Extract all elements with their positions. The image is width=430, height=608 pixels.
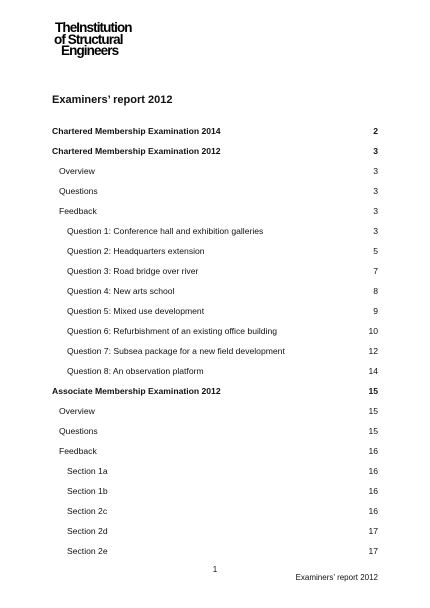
toc-entry[interactable] xyxy=(0,304,430,318)
toc-entry-title: Overview xyxy=(59,406,95,416)
toc-entry-title: Section 2e xyxy=(67,546,108,556)
toc-entry[interactable] xyxy=(0,164,430,178)
logo-line-1: TheInstitution xyxy=(55,20,132,35)
toc-entry-page: 15 xyxy=(368,386,378,396)
toc-entry[interactable] xyxy=(0,144,430,158)
toc-entry-page: 7 xyxy=(373,266,378,276)
toc-entry[interactable] xyxy=(0,404,430,418)
toc-entry-page: 8 xyxy=(373,286,378,296)
toc-entry-title: Question 3: Road bridge over river xyxy=(67,266,199,276)
toc-entry-page: 16 xyxy=(368,466,378,476)
toc-entry-page: 10 xyxy=(368,326,378,336)
toc-entry-title: Question 6: Refurbishment of an existing office building xyxy=(67,326,278,336)
page-number: 1 xyxy=(212,565,218,574)
toc-entry[interactable] xyxy=(0,324,430,338)
toc-entry-title: Feedback xyxy=(59,206,97,216)
toc-entry-page: 15 xyxy=(368,426,378,436)
toc-entry-page: 17 xyxy=(368,546,378,556)
toc-entry-title: Feedback xyxy=(59,446,97,456)
toc-entry-page: 14 xyxy=(368,366,378,376)
toc-entry[interactable] xyxy=(0,364,430,378)
toc-entry-page: 16 xyxy=(368,446,378,456)
toc-entry-title: Question 7: Subsea package for a new field development xyxy=(67,346,285,356)
toc-entry-page: 3 xyxy=(373,166,378,176)
toc-entry-title: Section 2d xyxy=(67,526,108,536)
toc-entry-title: Question 8: An observation platform xyxy=(67,366,204,376)
toc-entry-page: 5 xyxy=(373,246,378,256)
toc-entry-page: 3 xyxy=(373,186,378,196)
toc-entry[interactable] xyxy=(0,484,430,498)
toc-entry[interactable] xyxy=(0,244,430,258)
toc-entry-page: 16 xyxy=(368,506,378,516)
logo-line-2: of Structural xyxy=(54,31,123,47)
toc-entry-title: Section 1a xyxy=(67,466,108,476)
toc-entry-page: 3 xyxy=(373,206,378,216)
toc-entry-title: Associate Membership Examination 2012 xyxy=(52,386,221,396)
toc-entry[interactable] xyxy=(0,184,430,198)
toc-entry[interactable] xyxy=(0,384,430,398)
toc-entry[interactable] xyxy=(0,264,430,278)
toc-entry[interactable] xyxy=(0,504,430,518)
toc-entry-title: Chartered Membership Examination 2014 xyxy=(52,126,221,136)
toc-entry-title: Question 1: Conference hall and exhibition galleries xyxy=(67,226,264,236)
toc-entry[interactable] xyxy=(0,524,430,538)
toc-entry-page: 3 xyxy=(373,226,378,236)
toc-entry-page: 16 xyxy=(368,486,378,496)
toc-entry-title: Question 5: Mixed use development xyxy=(67,306,205,316)
logo-line-3: Engineers xyxy=(61,43,119,58)
report-title: Examiners’ report 2012 xyxy=(52,94,173,106)
toc-entry-title: Section 2c xyxy=(67,506,108,516)
toc-entry[interactable] xyxy=(0,544,430,558)
footer-text: Examiners’ report 2012 xyxy=(295,573,378,582)
toc-entry-page: 12 xyxy=(368,346,378,356)
toc-entry[interactable] xyxy=(0,124,430,138)
toc-entry[interactable] xyxy=(0,444,430,458)
toc-entry[interactable] xyxy=(0,284,430,298)
toc-entry-title: Overview xyxy=(59,166,95,176)
toc-entry[interactable] xyxy=(0,204,430,218)
toc-entry-title: Chartered Membership Examination 2012 xyxy=(52,146,221,156)
toc-entry[interactable] xyxy=(0,424,430,438)
toc-entry-page: 15 xyxy=(368,406,378,416)
toc-entry[interactable] xyxy=(0,464,430,478)
toc-entry-page: 2 xyxy=(373,126,378,136)
toc-entry[interactable] xyxy=(0,344,430,358)
toc-entry-page: 9 xyxy=(373,306,378,316)
toc-entry-title: Questions xyxy=(59,426,98,436)
toc-entry-title: Questions xyxy=(59,186,98,196)
toc-entry[interactable] xyxy=(0,224,430,238)
toc-entry-page: 3 xyxy=(373,146,378,156)
toc-entry-page: 17 xyxy=(368,526,378,536)
toc-entry-title: Question 2: Headquarters extension xyxy=(67,246,205,256)
toc-entry-title: Question 4: New arts school xyxy=(67,286,175,296)
toc-entry-title: Section 1b xyxy=(67,486,108,496)
